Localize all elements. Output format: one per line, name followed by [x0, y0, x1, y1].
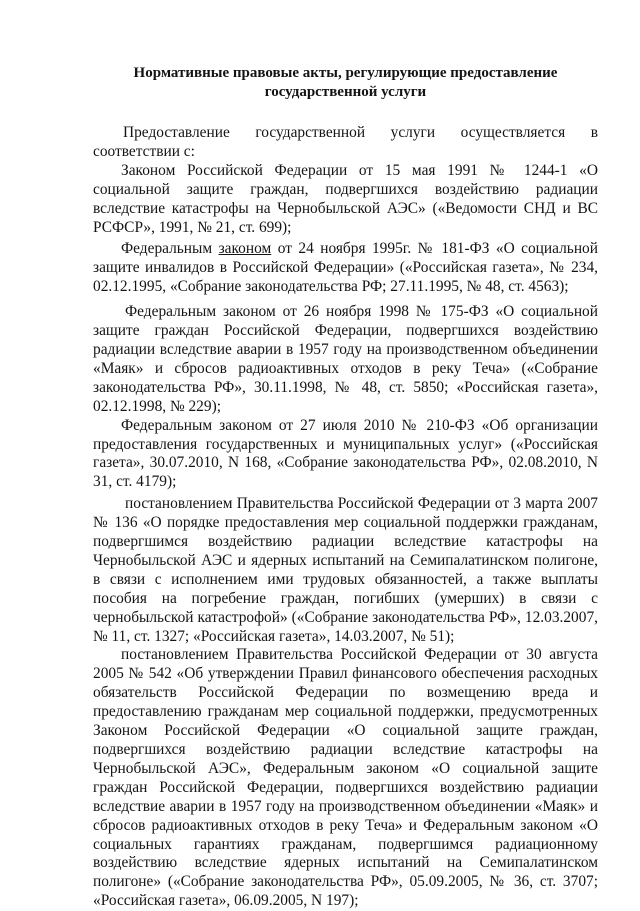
law-item-1: Законом Российской Федерации от 15 мая 1991 № 1244-1 «О социальной защите граждан, подвергшихся воздействию радиации вследствие катастрофы на Чернобыльской АЭС» («Ведомости СНД и ВС РСФСР», 1991, № 21, ст. 699); [93, 161, 598, 236]
law-item-5: постановлением Правительства Российской Федерации от 3 марта 2007 № 136 «О порядке предоставления мер социальной поддержки гражданам, подвергшимся воздействию радиации вследствие катастрофы на Чернобыльской АЭС и ядерных испытаний на Семипалатинском полигоне, в связи с исполнением ими трудовых обязанностей, а также выплаты пособия на погребение граждан, погибших (умерших) в связи с чернобыльской катастрофой» («Собрание законодательства РФ», 12.03.2007, № 11, ст. 1327; «Российская газета», 14.03.2007, № 51); [93, 495, 598, 645]
intro-paragraph: Предоставление государственной услуги осуществляется в соответствии с: [93, 124, 598, 160]
law-item-2-link[interactable]: законом [218, 240, 272, 258]
law-item-2-pre: Федеральным [121, 240, 219, 258]
title-line-1: Нормативные правовые акты, регулирующие предоставление [133, 65, 558, 81]
law-item-3: Федеральным законом от 26 ноября 1998 № 175-ФЗ «О социальной защите граждан Российской Федерации, подвергшихся воздействию радиации вследствие аварии в 1957 году на производственном объединении «Маяк» и сбросов радиоактивных отходов в реку Теча» («Собрание законодательства РФ», 30.11.1998, № 48, ст. 5850; «Российская газета», 02.12.1998, № 229); [93, 303, 598, 415]
law-item-2 [93, 240, 598, 297]
document-page [93, 64, 598, 911]
law-item-6: постановлением Правительства Российской Федерации от 30 августа 2005 № 542 «Об утверждении Правил финансового обеспечения расходных обязательств Российской Федерации по возмещению вреда и предоставлению гражданам мер социальной поддержки, предусмотренных Законом Российской Федерации «О социальной защите граждан, подвергшихся воздействию радиации вследствие катастрофы на Чернобыльской АЭС», Федеральным законом «О социальной защите граждан Российской Федерации, подвергшихся воздействию радиации вследствие аварии в 1957 году на производственном объединении «Маяк» и сбросов радиоактивных отходов в реку Теча» и Федеральным законом «О социальных гарантиях гражданам, подвергшимся радиационному воздействию вследствие ядерных испытаний на Семипалатинском полигоне» («Собрание законодательства РФ», 05.09.2005, № 36, ст. 3707; «Российская газета», 06.09.2005, N 197); [93, 646, 598, 910]
law-item-4: Федеральным законом от 27 июля 2010 № 210-ФЗ «Об организации предоставления государственных и муниципальных услуг» («Российская газета», 30.07.2010, N 168, «Собрание законодательства РФ», 02.08.2010, N 31, ст. 4179); [93, 416, 598, 491]
law-item-2-post: от 24 ноября 1995г. № 181-ФЗ «О социальной защите инвалидов в Российской Федерации» («Российская газета», № 234, 02.12.1995, «Собрание законодательства РФ; 27.11.1995, № 48, ст. 4563); [93, 240, 598, 296]
document-title [93, 64, 598, 102]
title-line-2: государственной услуги [264, 84, 427, 100]
